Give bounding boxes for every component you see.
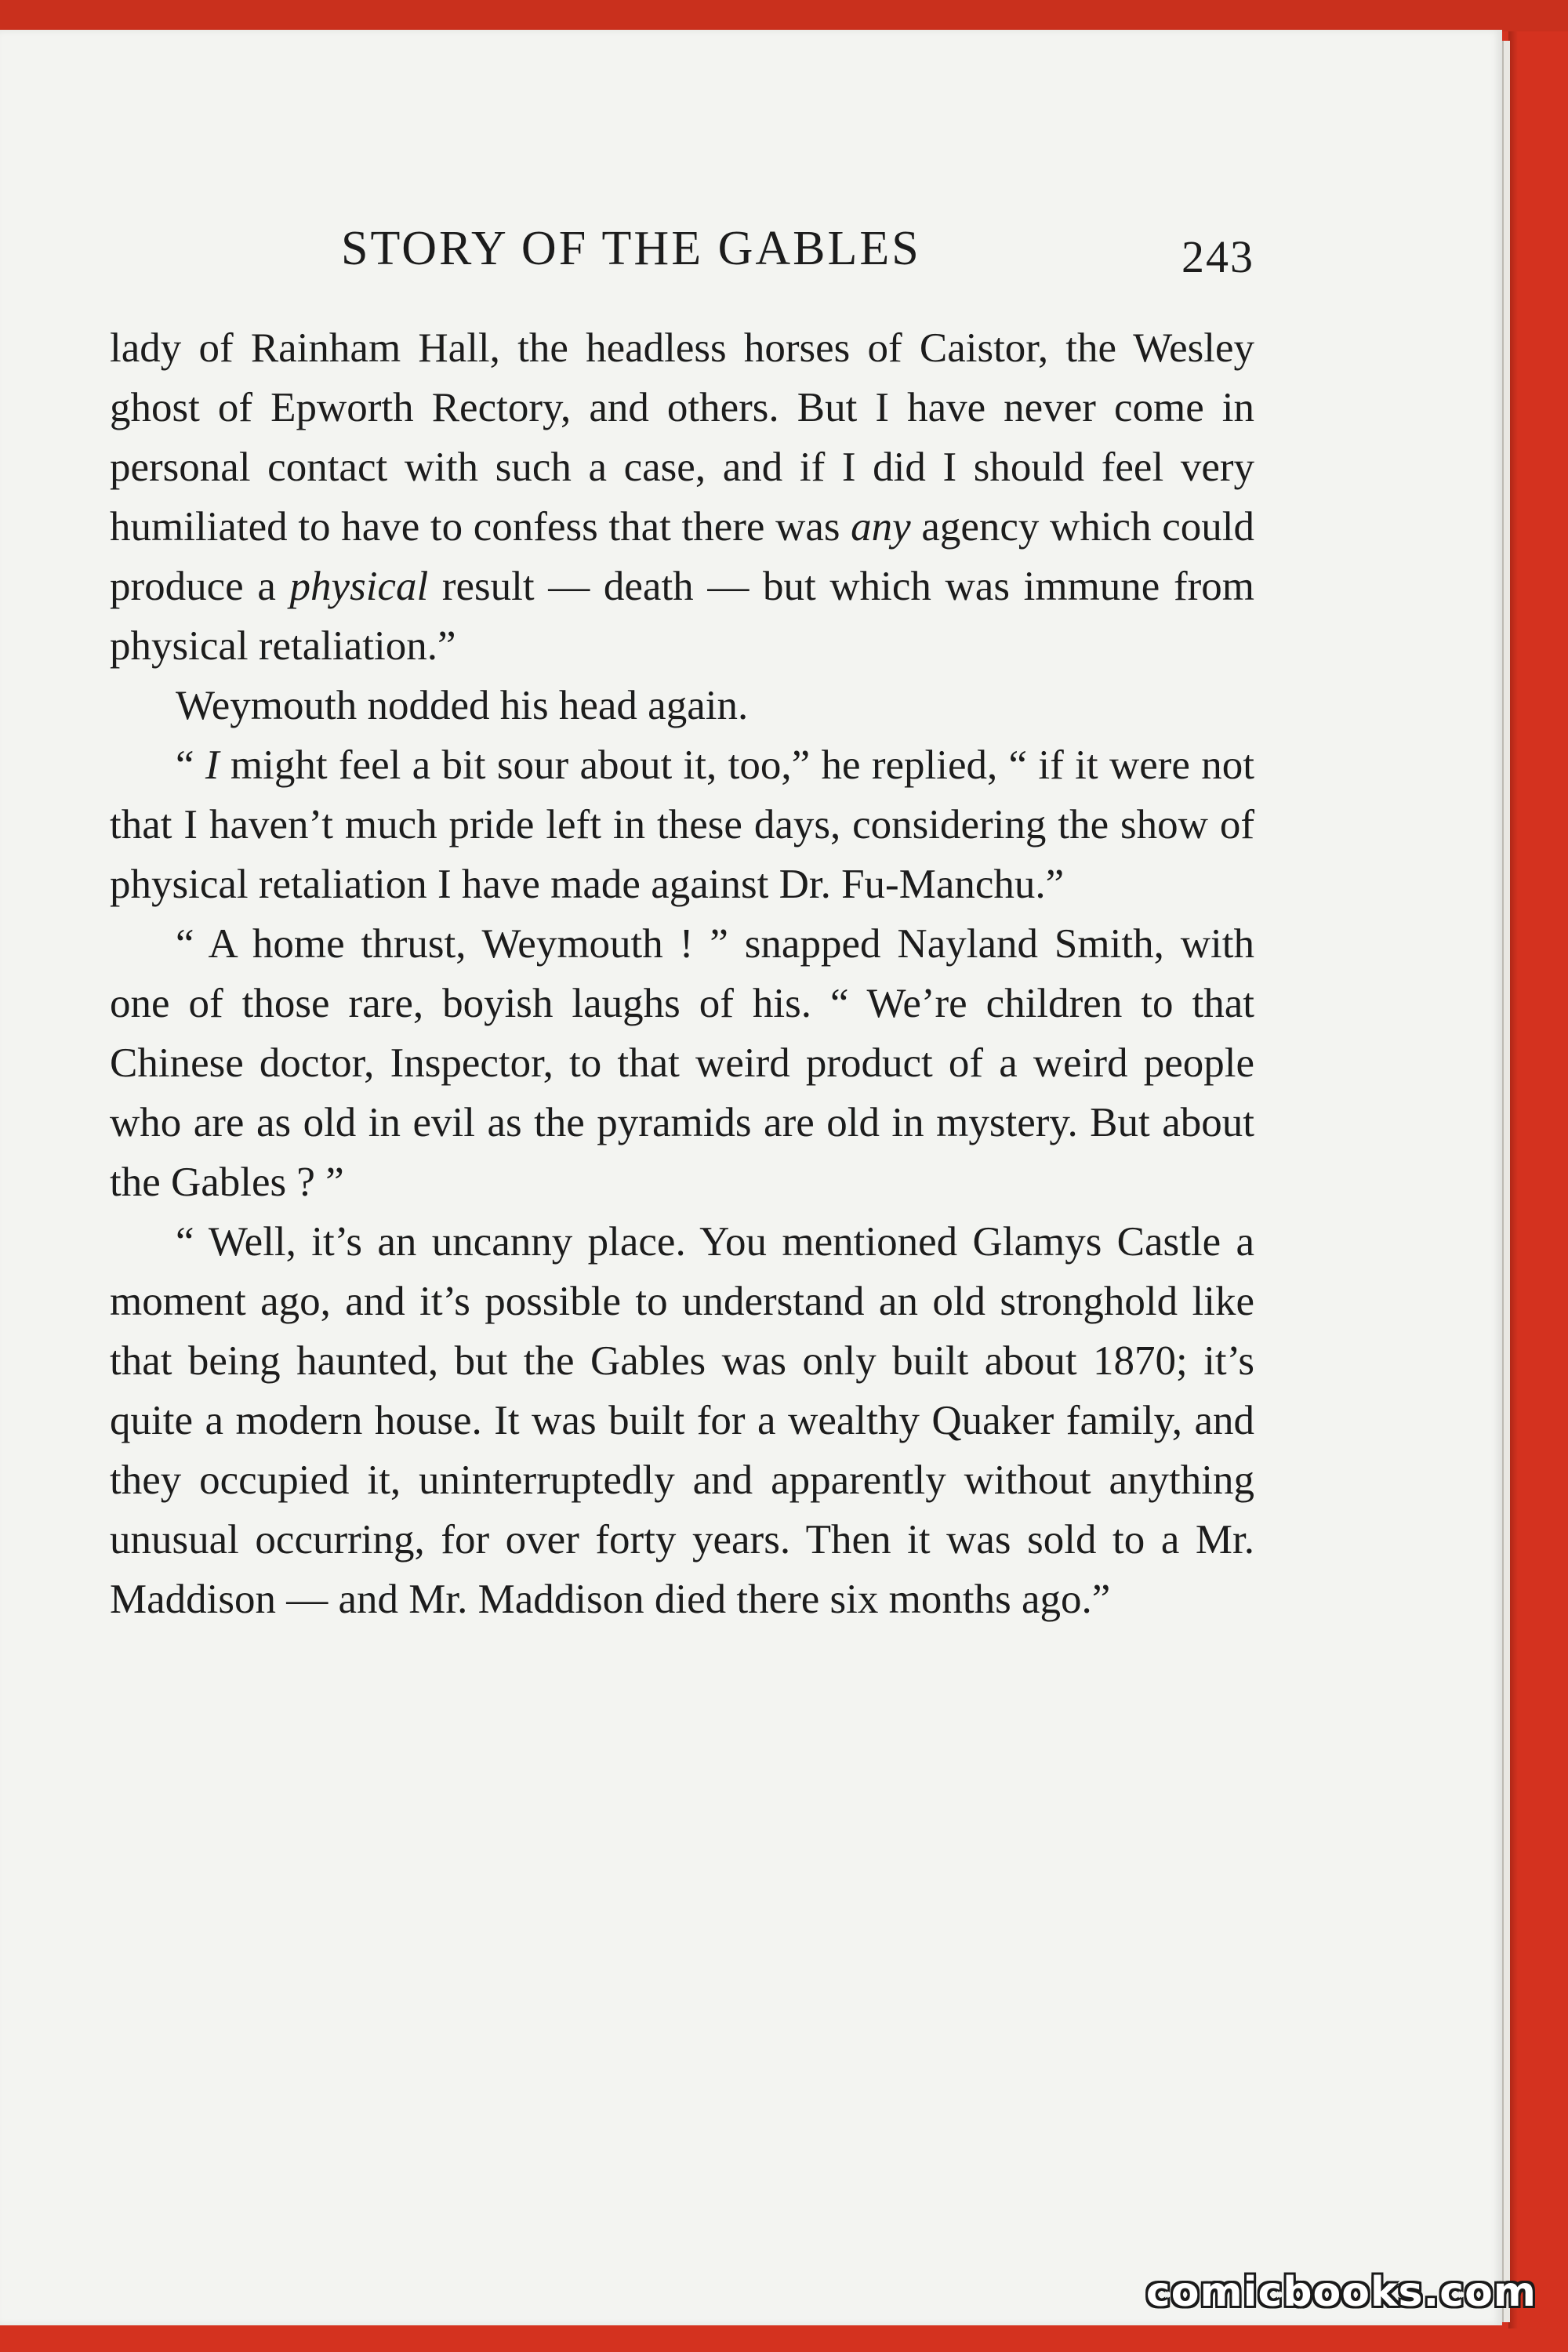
running-header bbox=[110, 212, 1254, 282]
page-number: 243 bbox=[1181, 231, 1254, 282]
book-page bbox=[0, 30, 1502, 2325]
italic-text: any bbox=[851, 504, 911, 550]
book-cover-edge bbox=[0, 0, 1568, 31]
paragraph bbox=[110, 914, 1254, 1212]
watermark-logo: comicbooks.com bbox=[1145, 2269, 1537, 2316]
body-text bbox=[110, 318, 1254, 1629]
paragraph bbox=[110, 1212, 1254, 1629]
paragraph bbox=[110, 676, 1254, 735]
paragraph bbox=[110, 735, 1254, 914]
text-run: “ Well, it’s an uncanny place. You mentioned Glamys Castle a moment ago, and it’s possible to understand an old stronghold like that being haunted, but the Gables was only built about 1870; it’s quite a modern house. It was built for a wealthy Quaker family, and they occupied it, uninterruptedly and apparently without anything unusual occurring, for over forty years. Then it was sold to a Mr. Maddison — and Mr. Maddison died there six months ago.” bbox=[110, 1219, 1254, 1622]
italic-text: physical bbox=[289, 564, 429, 609]
text-run: lady of Rainham Hall, the headless horses of Caistor, the Wesley ghost of Epworth Rectory, and others. But I have never come in personal contact with such a case, and if I did I should feel very humiliated to have to confess that there was bbox=[110, 325, 1254, 550]
text-run: “ bbox=[176, 742, 205, 788]
running-title: STORY OF THE GABLES bbox=[341, 222, 921, 275]
text-run: might feel a bit sour about it, too,” he replied, “ if it were not that I haven’t much pride left in these days, considering the show of physical retaliation I have made against Dr. Fu-Manchu.” bbox=[110, 742, 1254, 907]
text-run: “ A home thrust, Weymouth ! ” snapped Nayland Smith, with one of those rare, boyish laughs of his. “ We’re children to that Chinese doctor, Inspector, to that weird product of a weird people who are as old in evil as the pyramids are old in mystery. But about the Gables ? ” bbox=[110, 921, 1254, 1205]
italic-text: I bbox=[205, 742, 220, 788]
paragraph bbox=[110, 318, 1254, 676]
text-run: result — death — but which was immune from physical retaliation.” bbox=[110, 564, 1254, 669]
page-edge bbox=[1502, 41, 1510, 2322]
text-run: Weymouth nodded his head again. bbox=[176, 683, 749, 728]
text-run: agency which could produce a bbox=[110, 504, 1254, 609]
